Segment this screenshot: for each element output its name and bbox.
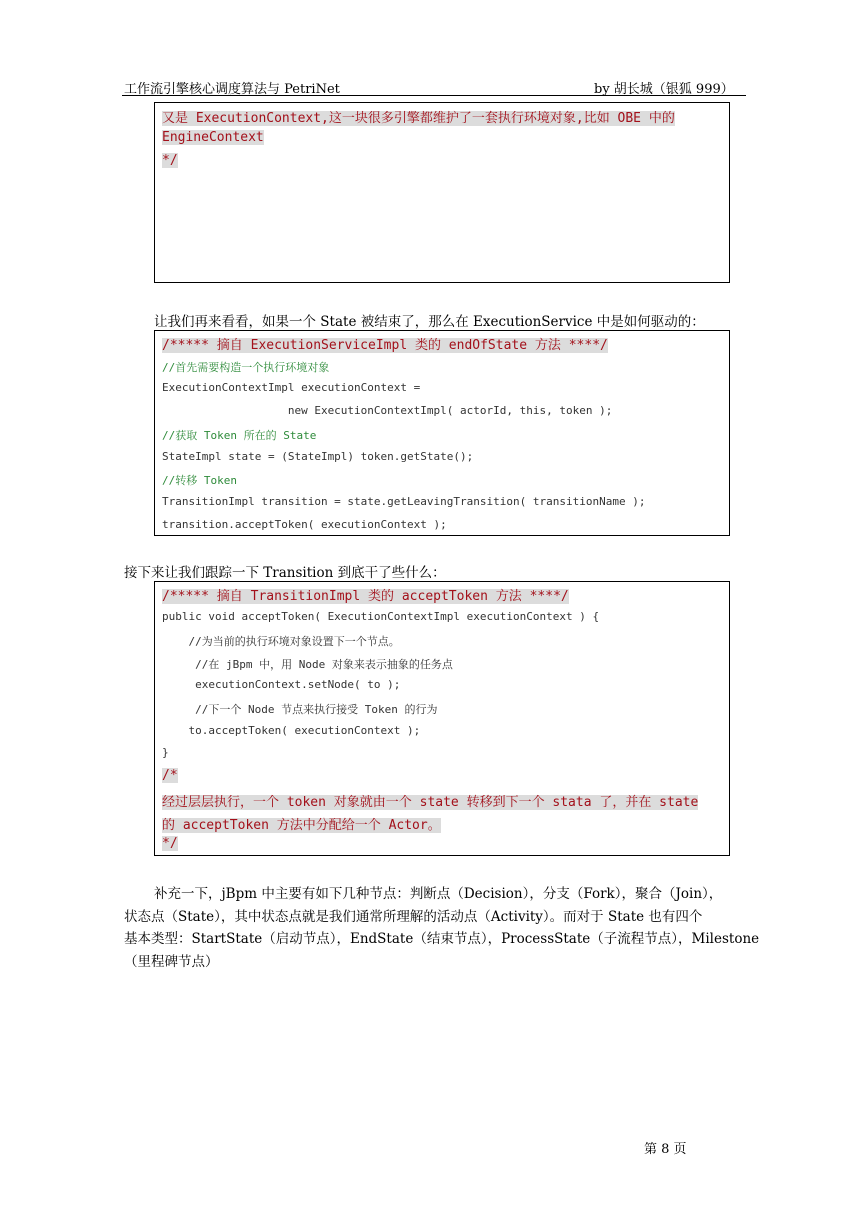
code-comment-line: 的 acceptToken 方法中分配给一个 Actor。 (162, 818, 441, 833)
code-box-execution-context (154, 102, 730, 283)
code-box-accept-token (154, 581, 730, 856)
summary-line: 基本类型：StartState（启动节点），EndState（结束节点），ProcessState（子流程节点），Milestone (124, 931, 760, 947)
code-header-comment: /***** 摘自 ExecutionServiceImpl 类的 endOfState 方法 ****/ (162, 338, 608, 353)
code-comment-line: 经过层层执行，一个 token 对象就由一个 state 转移到下一个 stata 了，并在 state (162, 795, 699, 810)
code-line: //在 jBpm 中，用 Node 对象来表示抽象的任务点 (162, 658, 453, 671)
code-comment-line: */ (162, 836, 178, 851)
intro-transition-paragraph: 接下来让我们跟踪一下 Transition 到底干了些什么： (124, 565, 446, 581)
code-line: executionContext.setNode( to ); (162, 678, 401, 691)
code-line: new ExecutionContextImpl( actorId, this, token ); (162, 404, 613, 417)
code-line: TransitionImpl transition = state.getLeavingTransition( transitionName ); (162, 495, 646, 508)
header-author: by 胡长城（银狐 999） (594, 82, 734, 97)
code-line: //转移 Token (162, 474, 237, 487)
code-header-comment: /***** 摘自 TransitionImpl 类的 acceptToken 方法 ****/ (162, 589, 569, 604)
summary-line: 状态点（State），其中状态点就是我们通常所理解的活动点（Activity）。而对于 State 也有四个 (124, 909, 703, 925)
code-line: public void acceptToken( ExecutionContextImpl executionContext ) { (162, 610, 600, 623)
code-comment-line: */ (162, 153, 178, 168)
code-line: transition.acceptToken( executionContext ); (162, 518, 447, 531)
code-line: ExecutionContextImpl executionContext = (162, 381, 421, 394)
code-line: } (162, 746, 169, 759)
code-box-end-of-state (154, 330, 730, 536)
summary-line: （里程碑节点） (124, 954, 219, 970)
code-line: //下一个 Node 节点来执行接受 Token 的行为 (162, 703, 438, 716)
code-line: StateImpl state = (StateImpl) token.getState(); (162, 450, 474, 463)
code-comment-line: 又是 ExecutionContext,这一块很多引擎都维护了一套执行环境对象,比如 OBE 中的 (162, 111, 675, 126)
code-comment-line: /* (162, 768, 178, 783)
code-line: //获取 Token 所在的 State (162, 429, 317, 442)
header-rule (122, 95, 746, 96)
code-line: to.acceptToken( executionContext ); (162, 724, 421, 737)
code-comment-line: EngineContext (162, 130, 264, 145)
code-line: //为当前的执行环境对象设置下一个节点。 (162, 635, 400, 648)
summary-line: 补充一下，jBpm 中主要有如下几种节点：判断点（Decision），分支（Fork），聚合（Join）， (154, 886, 723, 902)
header-title: 工作流引擎核心调度算法与 PetriNet (124, 82, 340, 97)
page-number: 第 8 页 (644, 1142, 687, 1157)
intro-state-paragraph: 让我们再来看看，如果一个 State 被结束了，那么在 ExecutionService 中是如何驱动的： (154, 314, 705, 330)
code-line: //首先需要构造一个执行环境对象 (162, 361, 330, 374)
